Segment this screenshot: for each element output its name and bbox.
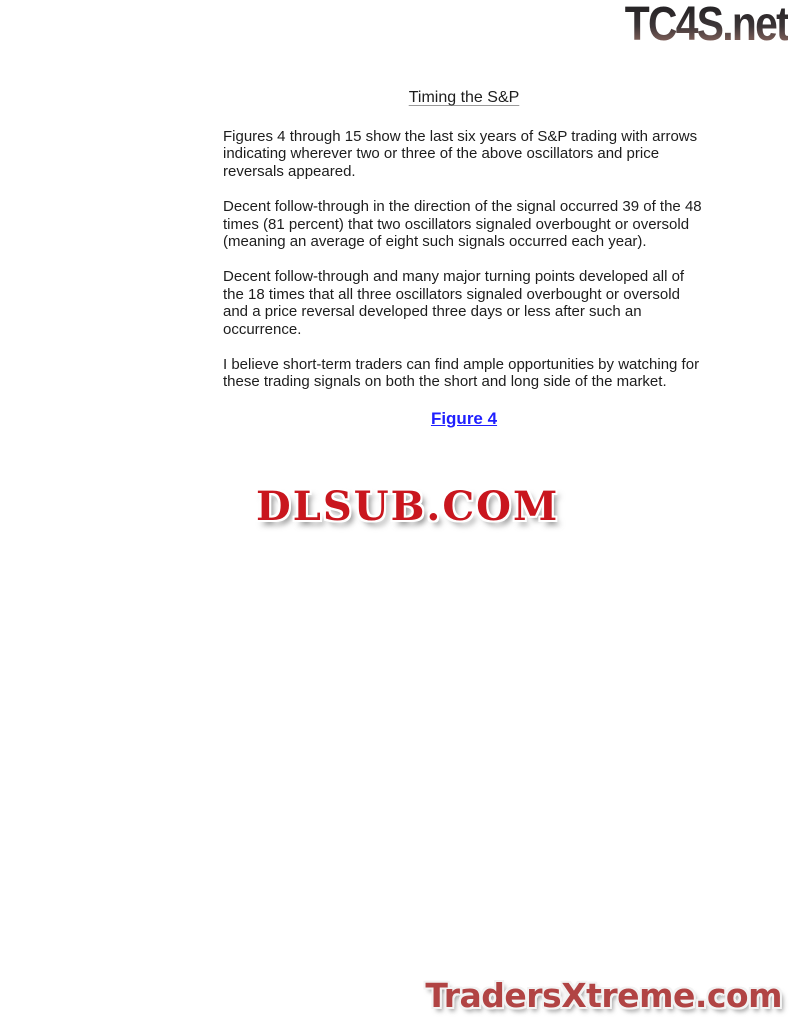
tc4s-site-logo: TC4S.net <box>624 0 788 51</box>
page-title-text: Timing the S&P <box>408 89 520 106</box>
figure-4-link[interactable]: Figure 4 <box>430 408 498 428</box>
figure-link-row <box>223 410 705 428</box>
paragraph-three-oscillator-stats: Decent follow-through and many major turning points developed all of the 18 times that all three oscillators signaled overbought or oversold and a price reversal developed three days or less after such an occurrence. <box>223 268 685 338</box>
dlsub-watermark-logo: DLSUB.COM <box>256 483 560 530</box>
paragraph-two-oscillator-stats: Decent follow-through in the direction of the signal occurred 39 of the 48 times (81 percent) that two oscillators signaled overbought or oversold (meaning an average of eight such signals occurred each year). <box>223 198 702 251</box>
tradersxtreme-watermark-logo: TradersXtreme.com <box>425 976 782 1015</box>
page-title <box>223 88 705 107</box>
document-body <box>223 88 705 428</box>
paragraph-author-opinion: I believe short-term traders can find ample opportunities by watching for these trading signals on both the short and long side of the market. <box>223 356 700 391</box>
paragraph-figures-overview: Figures 4 through 15 show the last six years of S&P trading with arrows indicating wherever two or three of the above oscillators and price reversals appeared. <box>223 128 698 180</box>
